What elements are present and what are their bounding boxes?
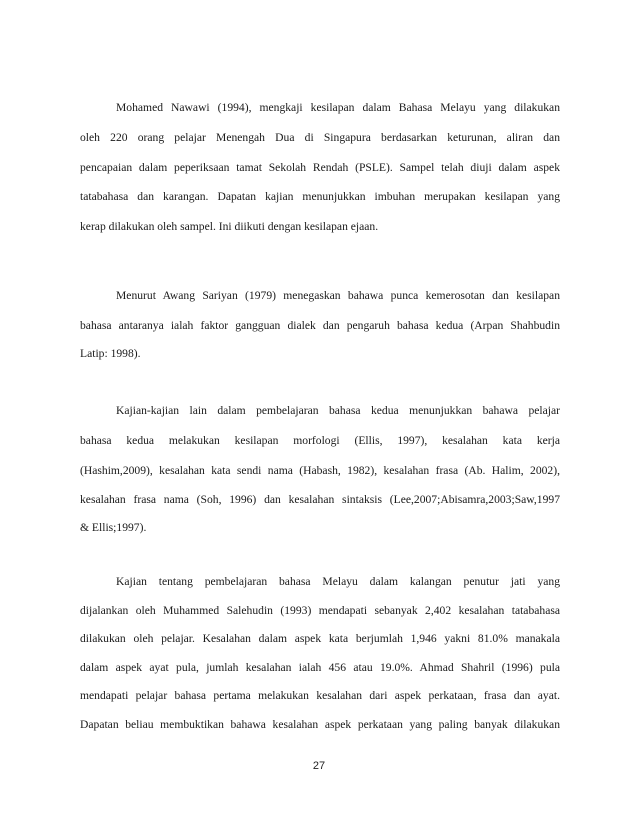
paragraph-line: Menurut Awang Sariyan (1979) menegaskan bahawa punca kemerosotan dan kesilapan xyxy=(116,289,560,302)
paragraph-line: pencapaian dalam peperiksaan tamat Sekolah Rendah (PSLE). Sampel telah diuji dalam aspek xyxy=(80,161,560,174)
paragraph-line: kerap dilakukan oleh sampel. Ini diikuti dengan kesilapan ejaan. xyxy=(80,220,379,233)
paragraph-line: Kajian-kajian lain dalam pembelajaran bahasa kedua menunjukkan bahawa pelajar xyxy=(116,404,560,417)
paragraph-line: mendapati pelajar bahasa pertama melakukan kesalahan dari aspek perkataan, frasa dan ayat. xyxy=(80,689,560,702)
paragraph-line: dilakukan oleh pelajar. Kesalahan dalam aspek kata berjumlah 1,946 yakni 81.0% manakala xyxy=(80,632,560,645)
paragraph-line: bahasa antaranya ialah faktor gangguan dialek dan pengaruh bahasa kedua (Arpan Shahbudin xyxy=(80,319,560,332)
paragraph-line: dalam aspek ayat pula, jumlah kesalahan ialah 456 atau 19.0%. Ahmad Shahril (1996) pula xyxy=(80,661,560,674)
paragraph-line: kesalahan frasa nama (Soh, 1996) dan kesalahan sintaksis (Lee,2007;Abisamra,2003;Saw,1997 xyxy=(80,493,560,506)
page-number: 27 xyxy=(312,760,326,772)
paragraph-line: Dapatan beliau membuktikan bahawa kesalahan aspek perkataan yang paling banyak dilakukan xyxy=(80,718,560,731)
paragraph-line: bahasa kedua melakukan kesilapan morfologi (Ellis, 1997), kesalahan kata kerja xyxy=(80,434,560,447)
paragraph-line: & Ellis;1997). xyxy=(80,521,147,534)
paragraph-line: Latip: 1998). xyxy=(80,347,141,360)
paragraph-line: Mohamed Nawawi (1994), mengkaji kesilapan dalam Bahasa Melayu yang dilakukan xyxy=(116,101,560,114)
paragraph-line: tatabahasa dan karangan. Dapatan kajian menunjukkan imbuhan merupakan kesilapan yang xyxy=(80,190,560,203)
paragraph-line: dijalankan oleh Muhammed Salehudin (1993) mendapati sebanyak 2,402 kesalahan tatabahasa xyxy=(80,604,560,617)
paragraph-line: (Hashim,2009), kesalahan kata sendi nama (Habash, 1982), kesalahan frasa (Ab. Halim, 2002), xyxy=(80,464,560,477)
paragraph-line: oleh 220 orang pelajar Menengah Dua di Singapura berdasarkan keturunan, aliran dan xyxy=(80,131,560,144)
paragraph-line: Kajian tentang pembelajaran bahasa Melayu dalam kalangan penutur jati yang xyxy=(116,575,560,588)
